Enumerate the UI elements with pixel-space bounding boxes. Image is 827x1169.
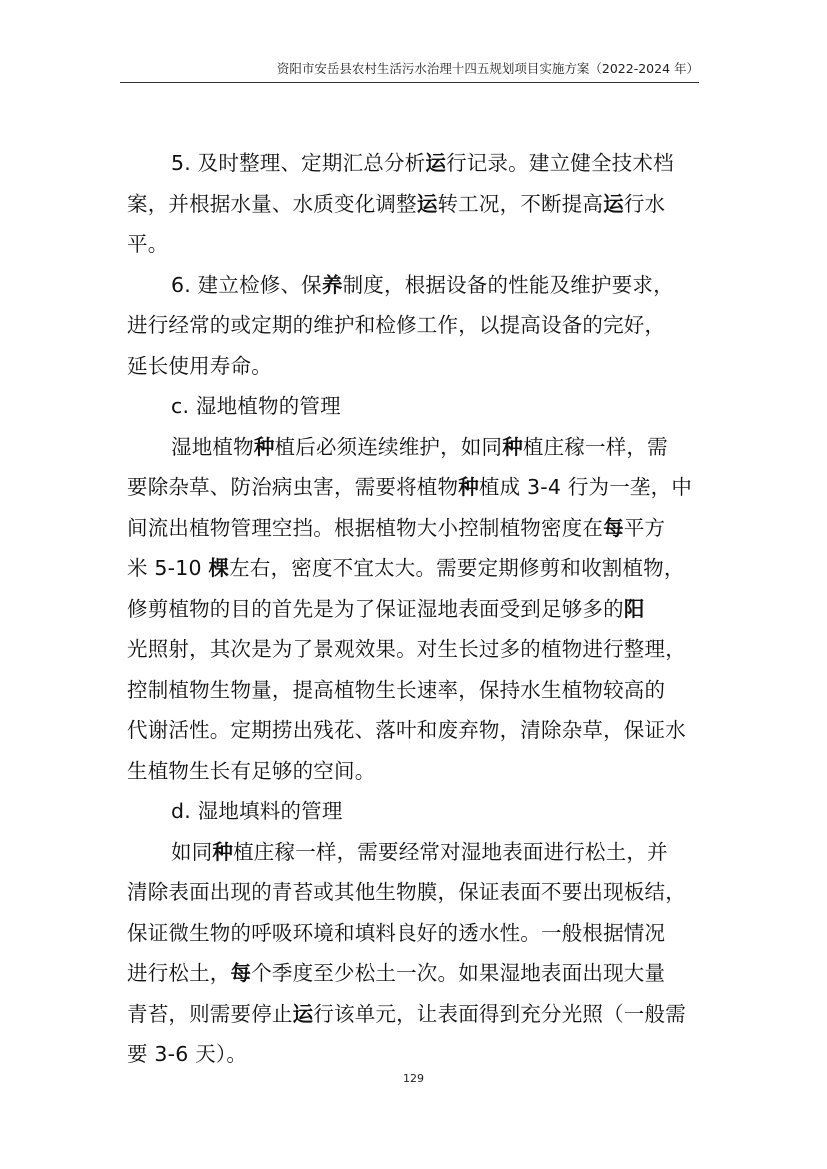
text-line	[127, 386, 702, 427]
bold-text: 种	[458, 475, 479, 499]
paragraph	[127, 265, 702, 387]
bold-text: 每	[230, 961, 252, 985]
text-run: 青苔，则需要停止	[127, 1001, 293, 1026]
bold-text: 运	[416, 191, 438, 216]
text-line	[127, 305, 702, 346]
text-line	[127, 710, 702, 751]
text-line	[127, 346, 702, 387]
text-run: 6. 建立检修、保	[171, 272, 322, 297]
text-line	[127, 548, 702, 589]
text-line	[127, 1034, 702, 1075]
text-run: 行水	[623, 191, 666, 216]
paragraph	[127, 832, 702, 1075]
paragraph	[127, 791, 702, 832]
text-run: 进行经常的或定期的维护和检修工作，以提高设备的完好，	[127, 313, 666, 337]
text-run: 平。	[127, 232, 169, 256]
text-line	[127, 265, 702, 306]
bold-text: 每	[603, 515, 624, 540]
header-divider	[120, 82, 699, 83]
text-run: 控制植物生物量，提高植物生长速率，保持水生植物较高的	[127, 677, 666, 702]
bold-text: 种	[253, 434, 275, 459]
text-run: 延长使用寿命。	[127, 353, 272, 378]
text-run: 要除杂草、防治病虫害，需要将植物	[127, 475, 459, 499]
text-run: 修剪植物的目的首先是为了保证湿地表面受到足够多的	[127, 596, 624, 621]
bold-text: 运	[292, 1001, 314, 1026]
text-run: d. 湿地填料的管理	[171, 799, 343, 823]
bold-text: 种	[212, 839, 234, 864]
body-text	[127, 143, 702, 1075]
text-line	[127, 832, 702, 873]
text-run: 左右，密度不宜太大。需要定期修剪和收割植物，	[229, 556, 685, 580]
bold-text: 养	[321, 272, 343, 297]
text-line	[127, 751, 702, 792]
text-line	[127, 224, 702, 265]
text-run: 代谢活性。定期捞出残花、落叶和废弃物，清除杂草，保证水	[127, 718, 686, 742]
page-number: 129	[403, 1072, 424, 1085]
text-run: 保证微生物的呼吸环境和填料良好的透水性。一般根据情况	[127, 920, 666, 945]
text-run: 转工况，不断提高	[437, 191, 604, 216]
text-line	[127, 143, 702, 184]
text-line	[127, 427, 702, 468]
bold-text: 运	[603, 191, 624, 216]
text-run: 要 3-6 天）。	[127, 1042, 248, 1066]
text-run: 清除表面出现的青苔或其他生物膜，保证表面不要出现板结，	[127, 880, 686, 904]
text-line	[127, 913, 702, 954]
text-line	[127, 589, 702, 630]
text-run: 植庄稼一样，需	[522, 434, 668, 459]
text-line	[127, 184, 702, 225]
text-line	[127, 629, 702, 670]
paragraph	[127, 427, 702, 792]
text-line	[127, 872, 702, 913]
text-run: 平方	[623, 515, 666, 540]
text-run: 生植物生长有足够的空间。	[127, 758, 376, 783]
text-run: 光照射，其次是为了景观效果。对生长过多的植物进行整理，	[127, 637, 686, 661]
text-run: 制度，根据设备的性能及维护要求，	[342, 272, 674, 297]
text-run: 植庄稼一样，需要经常对湿地表面进行松土，并	[233, 839, 668, 864]
text-line	[127, 791, 702, 832]
text-run: 米 5-10	[127, 556, 209, 580]
text-run: 5. 及时整理、定期汇总分析	[171, 151, 426, 175]
text-run: 行该单元，让表面得到充分光照（一般需	[313, 1001, 686, 1026]
text-run: 个季度至少松土一次。如果湿地表面出现大量	[251, 961, 666, 985]
paragraph	[127, 143, 702, 265]
text-line	[127, 508, 702, 549]
text-run: 如同	[171, 839, 213, 864]
text-line	[127, 953, 702, 994]
bold-text: 阳	[623, 596, 645, 621]
bold-text: 运	[425, 151, 447, 175]
text-run: 进行松土，	[127, 961, 231, 985]
text-run: 行记录。建立健全技术档	[446, 151, 674, 175]
bold-text: 种	[502, 434, 523, 459]
text-run: 植后必须连续维护，如同	[274, 434, 503, 459]
text-line	[127, 994, 702, 1035]
text-line	[127, 670, 702, 711]
text-run: 间流出植物管理空挡。根据植物大小控制植物密度在	[127, 515, 604, 540]
text-line	[127, 467, 702, 508]
text-run: 案，并根据水量、水质变化调整	[127, 191, 417, 216]
text-run: 湿地植物	[171, 434, 254, 459]
text-run: c. 湿地植物的管理	[171, 394, 341, 418]
paragraph	[127, 386, 702, 427]
text-run: 植成 3-4 行为一垄，中	[478, 475, 693, 499]
bold-text: 棵	[208, 556, 230, 580]
running-header: 资阳市安岳县农村生活污水治理十四五规划项目实施方案（2022-2024 年）	[276, 61, 699, 76]
